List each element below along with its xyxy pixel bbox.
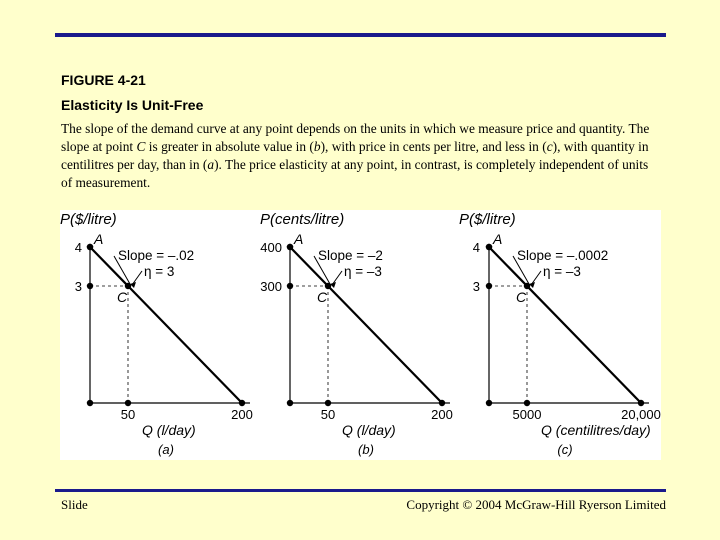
y-tick-dot-lower (287, 283, 293, 289)
caption-part: ). The price elasticity at any point, in contrast, is completely independent of units of measurement. (61, 157, 649, 190)
x-tick-label: 200 (431, 407, 453, 422)
caption-part-italic: b (313, 139, 321, 154)
elasticity-label: η = –3 (543, 264, 581, 279)
y-tick-label: 3 (74, 279, 82, 294)
point-label-a: A (294, 231, 304, 247)
figure-caption (61, 120, 661, 192)
y-tick-dot-lower (486, 283, 492, 289)
caption-part: ), with price in cents per litre, and less in ( (320, 139, 547, 154)
elasticity-label: η = 3 (144, 264, 175, 279)
y-axis-title: P(cents/litre) (260, 211, 345, 228)
caption-part: ), with quantity in centilitres per day, than in ( (61, 139, 649, 172)
panel-label: (b) (358, 442, 374, 457)
caption-part: The slope of the demand curve at any point depends on the units in which we measure price and quantity. The slope at point (61, 121, 650, 154)
y-tick-label: 4 (472, 240, 480, 255)
point-a-dot (287, 244, 293, 250)
y-axis-title: P($/litre) (60, 211, 117, 228)
x-axis-title: Q (l/day) (342, 422, 396, 438)
caption-part: is greater in absolute value in ( (145, 139, 314, 154)
panel-label: (c) (557, 442, 573, 457)
y-tick-label: 4 (74, 240, 82, 255)
y-tick-label: 3 (472, 279, 480, 294)
bottom-rule (55, 489, 666, 492)
x-tick-dot-end (439, 400, 445, 406)
y-axis-title: P($/litre) (459, 211, 516, 228)
elasticity-label: η = –3 (344, 264, 382, 279)
x-tick-label: 20,000 (621, 407, 661, 422)
y-tick-label: 300 (260, 279, 282, 294)
origin-dot (287, 400, 293, 406)
point-label-c: C (317, 289, 328, 305)
caption-part-italic: C (136, 139, 146, 154)
elasticity-charts-svg (60, 210, 661, 460)
slope-label: Slope = –2 (318, 248, 383, 263)
caption-part-italic: a (207, 157, 215, 172)
figure-number: FIGURE 4-21 (61, 72, 146, 88)
top-rule (55, 33, 666, 37)
x-tick-label: 200 (231, 407, 253, 422)
point-label-a: A (493, 231, 503, 247)
y-tick-dot-lower (87, 283, 93, 289)
x-axis-title: Q (centilitres/day) (541, 422, 651, 438)
footer-slide: Slide (61, 497, 88, 512)
origin-dot (486, 400, 492, 406)
x-tick-label: 5000 (512, 407, 542, 422)
x-tick-label: 50 (320, 407, 336, 422)
x-tick-dot-c (125, 400, 131, 406)
point-label-c: C (117, 289, 128, 305)
x-tick-dot-c (524, 400, 530, 406)
x-tick-label: 50 (120, 407, 136, 422)
x-axis-title: Q (l/day) (142, 422, 196, 438)
figure-title: Elasticity Is Unit-Free (61, 97, 204, 113)
point-label-a: A (94, 231, 104, 247)
x-tick-dot-c (325, 400, 331, 406)
x-tick-dot-end (239, 400, 245, 406)
x-tick-dot-end (638, 400, 644, 406)
point-a-dot (486, 244, 492, 250)
panel-label: (a) (158, 442, 174, 457)
point-label-c: C (516, 289, 527, 305)
footer-copyright: Copyright © 2004 McGraw-Hill Ryerson Limited (406, 497, 666, 512)
origin-dot (87, 400, 93, 406)
figure-panels (60, 210, 661, 460)
caption-part-italic: c (546, 139, 553, 154)
y-tick-label: 400 (260, 240, 282, 255)
slope-label: Slope = –.02 (118, 248, 195, 263)
slope-label: Slope = –.0002 (517, 248, 609, 263)
point-a-dot (87, 244, 93, 250)
